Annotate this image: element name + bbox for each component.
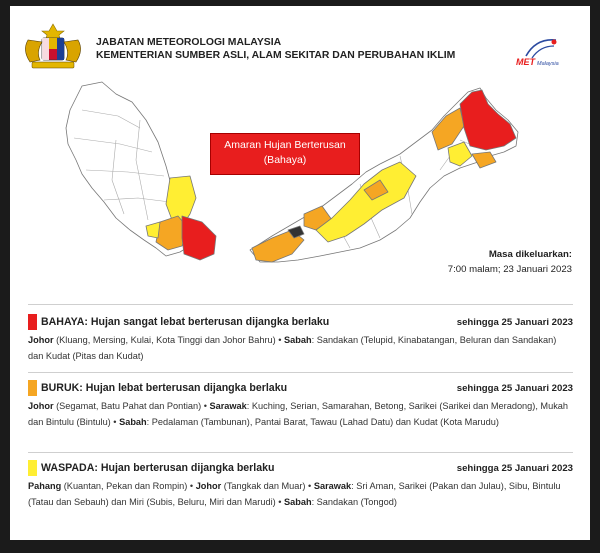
- bahaya-section: [28, 314, 573, 364]
- met-malaysia-logo: [510, 36, 570, 70]
- waspada-section: [28, 460, 573, 510]
- bahaya-areas: [28, 333, 573, 364]
- bahaya-title: BAHAYA: Hujan sangat lebat berterusan dijangka berlaku: [41, 316, 330, 328]
- warning-label-line1: Amaran Hujan Berterusan: [224, 139, 346, 151]
- area-places: : Sri Aman, Sarikei (Pakan dan Julau), Sibu, Bintulu (Tatau dan Sebauh) dan Miri (Subis, Beluru, Miri dan Marudi): [28, 481, 561, 507]
- area-places: : Pedalaman (Tambunan), Pantai Barat, Tawau (Lahad Datu) dan Kudat (Kota Marudu): [146, 416, 499, 427]
- buruk-title: BURUK: Hujan lebat berterusan dijangka berlaku: [41, 382, 288, 394]
- bahaya-color-swatch: [28, 314, 37, 330]
- issued-title: Masa dikeluarkan:: [488, 249, 572, 260]
- buruk-areas: [28, 399, 573, 430]
- warning-label-line2: (Bahaya): [263, 154, 307, 166]
- waspada-title: WASPADA: Hujan berterusan dijangka berlaku: [41, 462, 275, 474]
- area-separator: •: [275, 335, 285, 345]
- area-separator: •: [110, 416, 120, 427]
- area-state: Sarawak: [313, 481, 352, 491]
- agency-name: [96, 36, 455, 62]
- johor-bahaya-region: [182, 216, 216, 260]
- buruk-section: [28, 380, 573, 430]
- area-separator: •: [275, 496, 284, 507]
- agency-line2: KEMENTERIAN SUMBER ASLI, ALAM SEKITAR DAN PERUBAHAN IKLIM: [96, 50, 456, 61]
- area-places: (Segamat, Batu Pahat dan Pontian): [56, 401, 202, 411]
- area-separator: •: [305, 481, 314, 491]
- area-state: Sabah: [284, 335, 312, 345]
- area-state: Sabah: [284, 496, 312, 507]
- area-places: : Kuching, Serian, Samarahan, Betong, Sarikei (Sarikei dan Meradong), Mukah dan Bintulu (Bintulu): [28, 401, 569, 427]
- area-places: (Tangkak dan Muar): [223, 481, 306, 491]
- met-logo-sub: Malaysia: [537, 61, 559, 67]
- waspada-color-swatch: [28, 460, 37, 476]
- area-state: Pahang: [28, 481, 62, 491]
- area-state: Johor: [195, 481, 222, 491]
- area-places: : Sandakan (Tongod): [311, 496, 397, 507]
- buruk-color-swatch: [28, 380, 37, 396]
- area-places: : Sandakan (Telupid, Kinabatangan, Beluran dan Sandakan) dan Kudat (Pitas dan Kudat): [28, 335, 557, 361]
- area-state: Johor: [28, 335, 54, 345]
- agency-line1: JABATAN METEOROLOGI MALAYSIA: [96, 37, 282, 48]
- area-separator: •: [187, 481, 196, 491]
- divider: [28, 372, 573, 373]
- area-state: Johor: [28, 401, 54, 411]
- bahaya-until: sehingga 25 Januari 2023: [456, 316, 573, 328]
- area-state: Sarawak: [209, 401, 247, 411]
- warning-label-box: [210, 133, 360, 175]
- area-places: (Kluang, Mersing, Kulai, Kota Tinggi dan Johor Bahru): [56, 335, 276, 345]
- area-state: Sabah: [119, 416, 147, 427]
- buruk-until: sehingga 25 Januari 2023: [456, 382, 573, 394]
- divider: [28, 304, 573, 305]
- waspada-areas: [28, 479, 573, 510]
- area-places: (Kuantan, Pekan dan Rompin): [63, 481, 188, 491]
- area-separator: •: [201, 401, 210, 411]
- divider: [28, 452, 573, 453]
- malaysia-coat-of-arms-icon: [18, 22, 88, 72]
- issued-time: 7:00 malam; 23 Januari 2023: [447, 264, 572, 275]
- waspada-until: sehingga 25 Januari 2023: [456, 462, 573, 474]
- met-logo-text: MET: [516, 57, 535, 67]
- issued-time-block: [448, 247, 572, 277]
